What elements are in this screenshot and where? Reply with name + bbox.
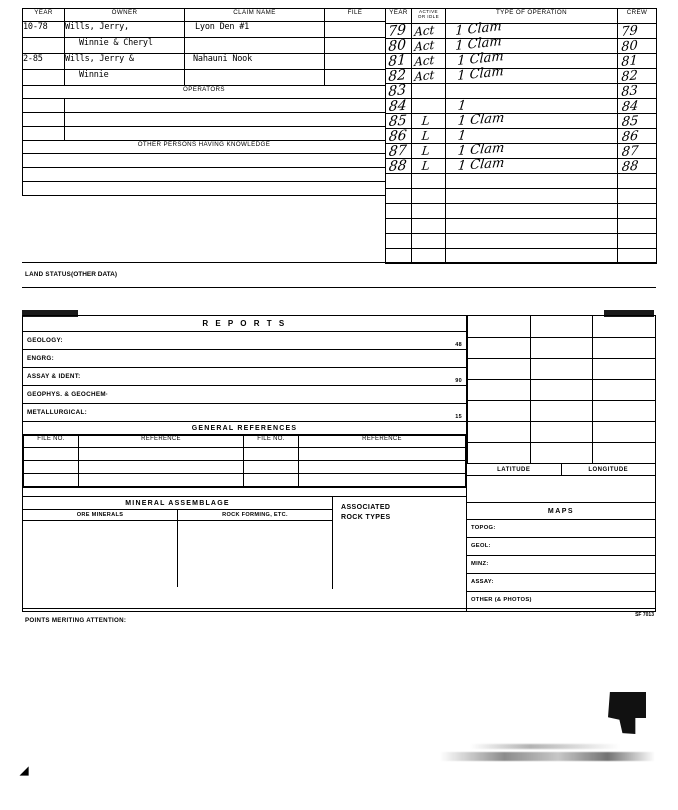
ink-crew: 82 <box>621 68 638 85</box>
table-row <box>468 379 656 400</box>
claim-owner-block <box>22 8 385 196</box>
latitude-longitude-row <box>467 463 655 476</box>
maps-row-geol: GEOL: <box>467 538 655 556</box>
points-meriting-attention-label: POINTS MERITING ATTENTION: <box>25 617 127 624</box>
ink-crew: 79 <box>621 23 638 40</box>
ink-crew: 85 <box>621 113 640 130</box>
table-row <box>468 400 656 421</box>
claim-table <box>22 8 386 196</box>
ink-operation: 1 Clam <box>455 33 502 54</box>
general-references-title: GENERAL REFERENCES <box>23 422 466 435</box>
col-ore-minerals: ORE MINERALS <box>23 510 178 520</box>
table-row <box>386 84 657 99</box>
table-row <box>386 99 657 114</box>
ink-active: Act <box>414 67 435 84</box>
table-row <box>468 337 656 358</box>
other-persons-title-row <box>23 141 386 154</box>
scan-artifact-blob <box>608 692 646 734</box>
col-year: YEAR <box>23 9 65 22</box>
ink-operation: 1 <box>457 128 467 144</box>
land-status-label: LAND STATUS <box>25 271 72 278</box>
cell-claim-name: Nahauni Nook <box>193 54 253 64</box>
col-reference-2: REFERENCE <box>299 436 466 448</box>
maps-title: MAPS <box>467 502 655 520</box>
table-row <box>23 54 386 70</box>
ink-year: 80 <box>388 36 407 55</box>
ink-year: 82 <box>388 66 407 85</box>
rock-forming-cell <box>178 521 332 587</box>
ink-operation: 1 Clam <box>457 155 506 174</box>
ink-active: L <box>421 113 431 128</box>
col-active-or-idle: ACTIVE OR IDLE <box>412 9 446 24</box>
ink-year: 86 <box>388 127 408 145</box>
col-reference: REFERENCE <box>79 436 244 448</box>
report-row-metallurgical: METALLURGICAL: 15 <box>23 404 466 422</box>
operators-row <box>23 99 386 113</box>
map-grid-table <box>467 316 655 463</box>
land-status-section <box>22 262 656 288</box>
operators-row <box>23 113 386 127</box>
cell-owner: Wills, Jerry & <box>65 54 134 64</box>
col-file: FILE <box>325 9 386 22</box>
ink-active: L <box>421 143 431 158</box>
reports-block <box>23 316 467 611</box>
maps-row-assay: ASSAY: <box>467 574 655 592</box>
col-year: YEAR <box>386 9 412 24</box>
ink-year: 81 <box>388 51 407 70</box>
lower-section <box>22 315 656 612</box>
maps-block <box>467 316 655 611</box>
table-row <box>468 358 656 379</box>
ink-year: 85 <box>388 112 408 130</box>
mineral-entry-area <box>23 521 332 587</box>
col-file-no: FILE NO. <box>24 436 79 448</box>
general-references-table <box>23 435 466 487</box>
ink-crew: 81 <box>621 53 638 70</box>
ink-active: Act <box>414 52 435 69</box>
other-persons-row <box>23 154 386 168</box>
ink-operation: 1 Clam <box>457 110 506 129</box>
ink-active: L <box>421 158 431 173</box>
scan-artifact-streak <box>440 752 655 761</box>
land-status-sublabel: (OTHER DATA) <box>71 271 118 278</box>
ink-active: L <box>421 128 431 143</box>
associated-rock-types-label: ASSOCIATED ROCK TYPES <box>341 504 391 521</box>
general-references-header-row <box>24 436 466 448</box>
reports-title: R E P O R T S <box>23 316 466 332</box>
report-row-geology: GEOLOGY: 48 <box>23 332 466 350</box>
operators-title-row <box>23 86 386 99</box>
report-number: 15 <box>455 414 462 420</box>
ink-operation: 1 <box>457 98 467 114</box>
col-claim-name: CLAIM NAME <box>185 9 325 22</box>
table-row <box>468 442 656 463</box>
ink-year: 79 <box>388 21 407 40</box>
cell-owner: Wills, Jerry, <box>65 22 129 32</box>
col-owner: OWNER <box>65 9 185 22</box>
ink-crew: 83 <box>621 83 638 100</box>
table-row <box>23 70 386 86</box>
ink-crew: 84 <box>621 98 640 115</box>
ink-active: Act <box>414 37 435 54</box>
maps-row-other-photos: OTHER (& PHOTOS) <box>471 597 532 603</box>
table-row <box>24 448 466 461</box>
col-file-no-2: FILE NO. <box>244 436 299 448</box>
cell-year: 10-78 <box>23 22 48 32</box>
ink-year: 83 <box>388 81 407 100</box>
table-row <box>386 204 657 219</box>
col-crew: CREW <box>618 9 657 24</box>
ink-crew: 86 <box>621 128 640 145</box>
ink-operation: 1 Clam <box>457 140 506 159</box>
other-persons-title: OTHER PERSONS HAVING KNOWLEDGE <box>23 141 386 154</box>
report-row-geophys-geochem: GEOPHYS. & GEOCHEM· <box>23 386 466 404</box>
ink-operation: 1 Clam <box>455 18 502 39</box>
associated-rock-types-block <box>333 496 466 589</box>
cell-owner: Winnie & Cheryl <box>79 38 153 48</box>
table-row <box>468 316 656 337</box>
other-persons-row <box>23 182 386 196</box>
operators-row <box>23 127 386 141</box>
scan-artifact-corner-mark: ◢ <box>20 765 29 777</box>
ink-year: 88 <box>388 157 408 175</box>
latitude-label: LATITUDE <box>467 464 562 475</box>
ink-year: 84 <box>388 97 408 115</box>
col-type-of-operation: TYPE OF OPERATION <box>446 9 618 24</box>
mineral-assemblage-block <box>23 496 333 589</box>
table-row <box>24 474 466 487</box>
other-persons-row <box>23 168 386 182</box>
cell-claim-name: Lyon Den #1 <box>195 22 250 32</box>
ink-operation: 1 Clam <box>457 48 504 69</box>
report-number: 90 <box>455 378 462 384</box>
table-row <box>24 461 466 474</box>
ink-year: 87 <box>388 142 408 160</box>
longitude-label: LONGITUDE <box>588 467 629 473</box>
table-row <box>23 22 386 38</box>
register-header-row <box>386 9 657 24</box>
report-row-assay-ident: ASSAY & IDENT: 90 <box>23 368 466 386</box>
cell-owner: Winnie <box>79 70 109 80</box>
table-row <box>386 219 657 234</box>
table-row <box>386 189 657 204</box>
claim-table-header-row <box>23 9 386 22</box>
table-row <box>386 234 657 249</box>
report-number: 48 <box>455 342 462 348</box>
cell-year: 2-85 <box>23 54 43 64</box>
maps-row-minz: MINZ: <box>467 556 655 574</box>
mineral-subheaders <box>23 510 332 521</box>
ink-crew: 88 <box>621 158 640 175</box>
mineral-assemblage-title: MINERAL ASSEMBLAGE <box>23 496 332 510</box>
points-meriting-attention-section <box>22 608 656 622</box>
form-code: SF 7013 <box>635 612 654 618</box>
table-row <box>23 38 386 54</box>
operators-title: OPERATORS <box>23 86 386 99</box>
ink-operation: 1 Clam <box>457 63 504 84</box>
spacer-band <box>23 487 466 496</box>
ink-crew: 87 <box>621 143 640 160</box>
scan-artifact-streak-upper <box>470 744 620 749</box>
mineral-associated-block <box>23 496 466 589</box>
coordinate-entry-area <box>467 476 655 502</box>
report-row-engrg: ENGRG: <box>23 350 466 368</box>
ink-crew: 80 <box>621 38 638 55</box>
ore-minerals-cell <box>23 521 178 587</box>
table-row <box>386 174 657 189</box>
table-row <box>468 421 656 442</box>
activity-register-block <box>385 8 656 264</box>
ink-active: Act <box>414 22 435 39</box>
col-rock-forming: ROCK FORMING, ETC. <box>222 512 288 518</box>
maps-row-topog: TOPOG: <box>467 520 655 538</box>
